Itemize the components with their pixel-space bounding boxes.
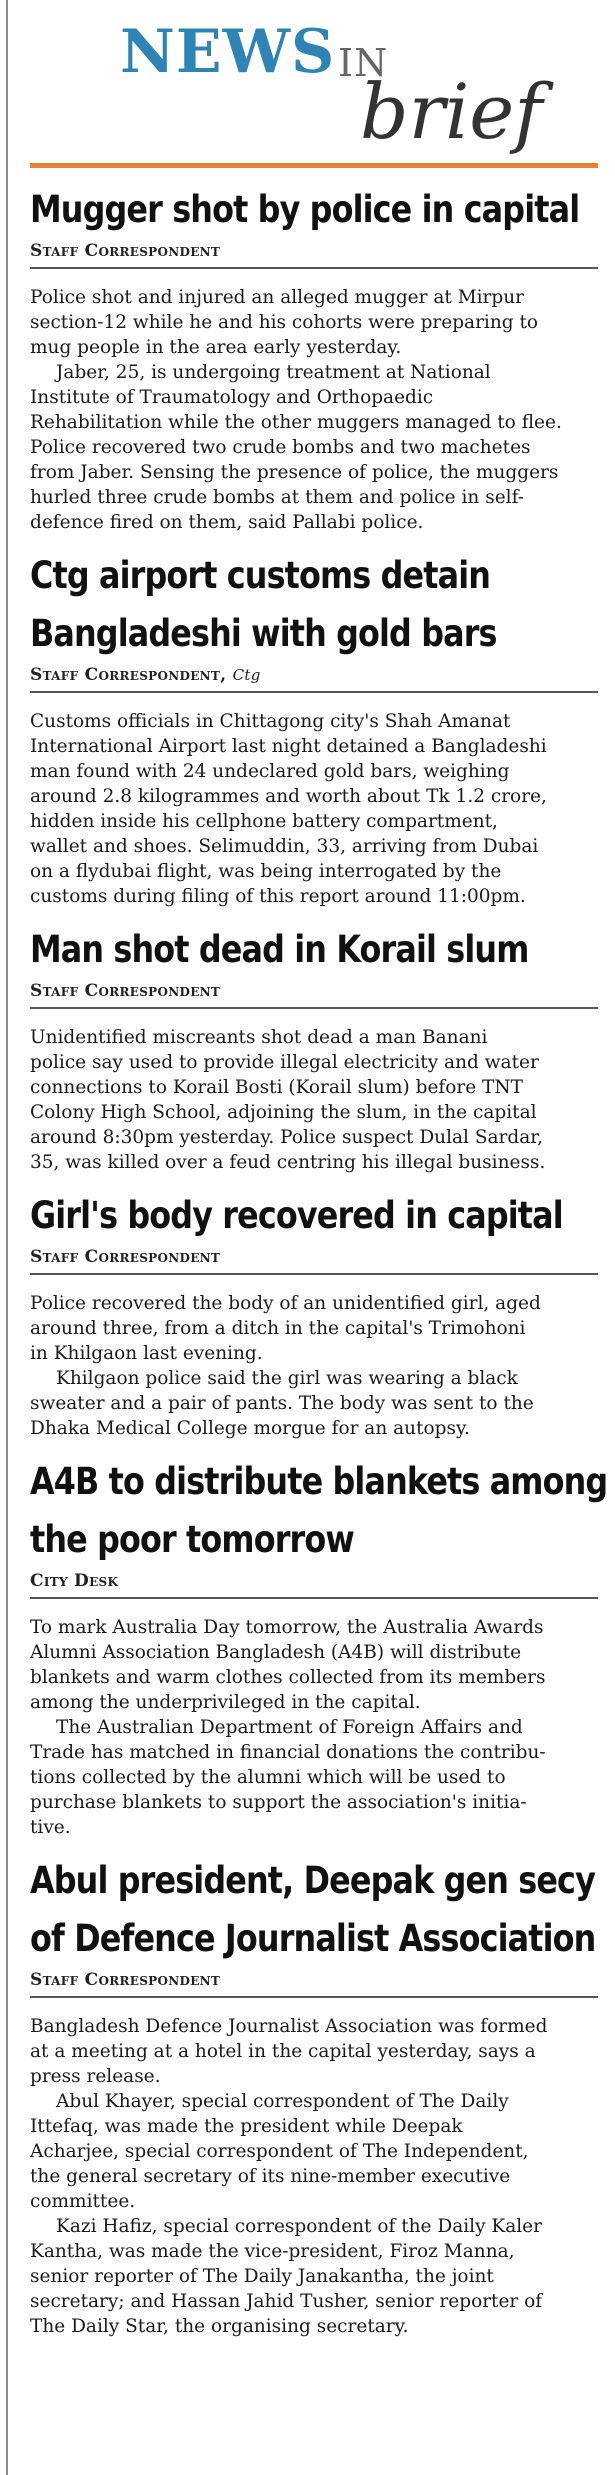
- paragraph-line: around three, from a ditch in the capital's Trimohoni: [30, 1318, 526, 1339]
- paragraph-line: police say used to provide illegal electricity and water: [30, 1052, 539, 1073]
- paragraph-line: committee.: [30, 2191, 136, 2212]
- paragraph-line: To mark Australia Day tomorrow, the Australia Awards: [30, 1617, 544, 1638]
- article-paragraph: [30, 1615, 598, 1715]
- byline-rule: [30, 1007, 598, 1009]
- article-headline: A4B to distribute blankets among: [30, 1460, 608, 1503]
- article-paragraph: [30, 1366, 598, 1441]
- paragraph-line: Police recovered two crude bombs and two machetes: [30, 437, 531, 458]
- paragraph-line: tive.: [30, 1817, 71, 1838]
- byline-rule: [30, 1597, 598, 1599]
- paragraph-line: Dhaka Medical College morgue for an autopsy.: [30, 1418, 470, 1439]
- byline-text: Staff Correspondent: [30, 981, 221, 1001]
- paragraph-line: on a flydubai flight, was being interrogated by the: [30, 861, 502, 882]
- paragraph-line: 35, was killed over a feud centring his illegal business.: [30, 1152, 546, 1173]
- article-paragraph: [30, 1291, 598, 1366]
- paragraph-line: Abul Khayer, special correspondent of The Daily: [56, 2091, 509, 2112]
- masthead-news: NEWS: [120, 17, 336, 87]
- article: [30, 1453, 608, 1840]
- article-headline: Ctg airport customs detain: [30, 554, 491, 597]
- article-byline: [30, 239, 598, 263]
- paragraph-line: Police shot and injured an alleged mugger at Mirpur: [30, 287, 524, 308]
- paragraph-line: Police recovered the body of an unidentified girl, aged: [30, 1293, 541, 1314]
- paragraph-line: purchase blankets to support the association's initia-: [30, 1792, 527, 1813]
- paragraph-line: Institute of Traumatology and Orthopaedic: [30, 387, 434, 408]
- article-byline: [30, 1968, 598, 1992]
- article: [30, 1852, 598, 2339]
- article-paragraph: [30, 2089, 598, 2214]
- paragraph-line: around 8:30pm yesterday. Police suspect Dulal Sardar,: [30, 1127, 543, 1148]
- paragraph-line: hurled three crude bombs at them and police in self-: [30, 487, 525, 508]
- paragraph-line: hidden inside his cellphone battery compartment,: [30, 811, 498, 832]
- article-paragraph: [30, 285, 598, 360]
- paragraph-line: sweater and a pair of pants. The body was sent to the: [30, 1393, 534, 1414]
- paragraph-line: Colony High School, adjoining the slum, in the capital: [30, 1102, 537, 1123]
- paragraph-line: Unidentified miscreants shot dead a man Banani: [30, 1027, 488, 1048]
- paragraph-line: Bangladesh Defence Journalist Association was formed: [30, 2016, 548, 2037]
- article-byline: [30, 979, 598, 1003]
- news-in-brief-column: [30, 0, 608, 2339]
- paragraph-line: connections to Korail Bosti (Korail slum) before TNT: [30, 1077, 523, 1098]
- paragraph-line: Kantha, was made the vice-president, Firoz Manna,: [30, 2241, 515, 2262]
- article-byline: [30, 1569, 598, 1593]
- paragraph-line: Rehabilitation while the other muggers managed to flee.: [30, 412, 562, 433]
- paragraph-line: Trade has matched in financial donations the contribu-: [30, 1742, 546, 1763]
- article-headline: the poor tomorrow: [30, 1518, 354, 1561]
- paragraph-line: Acharjee, special correspondent of The Independent,: [30, 2141, 529, 2162]
- article-byline: [30, 1245, 598, 1269]
- article-headline: Bangladeshi with gold bars: [30, 612, 497, 655]
- paragraph-line: man found with 24 undeclared gold bars, weighing: [30, 761, 510, 782]
- article-headline: Girl's body recovered in capital: [30, 1194, 563, 1237]
- article: [30, 181, 598, 535]
- article-paragraph: [30, 360, 598, 535]
- article: [30, 1187, 598, 1441]
- byline-text: Staff Correspondent: [30, 241, 221, 261]
- left-column-rule: [6, 0, 8, 2475]
- masthead-in: IN: [338, 41, 389, 85]
- paragraph-line: the general secretary of its nine-member executive: [30, 2166, 511, 2187]
- article-paragraph: [30, 1025, 598, 1175]
- byline-text: Staff Correspondent: [30, 1970, 221, 1990]
- paragraph-line: Kazi Hafiz, special correspondent of the Daily Kaler: [56, 2216, 542, 2237]
- byline-rule: [30, 267, 598, 269]
- paragraph-line: Customs officials in Chittagong city's Shah Amanat: [30, 711, 511, 732]
- byline-rule: [30, 691, 598, 693]
- article-headline: of Defence Journalist Association: [30, 1917, 596, 1960]
- paragraph-line: among the underprivileged in the capital.: [30, 1692, 421, 1713]
- paragraph-line: senior reporter of The Daily Janakantha, the joint: [30, 2266, 494, 2287]
- paragraph-line: secretary; and Hassan Jahid Tusher, senior reporter of: [30, 2291, 543, 2312]
- article-headline: Man shot dead in Korail slum: [30, 928, 529, 971]
- paragraph-line: defence fired on them, said Pallabi police.: [30, 512, 424, 533]
- paragraph-line: customs during filing of this report around 11:00pm.: [30, 886, 526, 907]
- paragraph-line: from Jaber. Sensing the presence of police, the muggers: [30, 462, 559, 483]
- paragraph-line: in Khilgaon last evening.: [30, 1343, 263, 1364]
- article: [30, 547, 598, 909]
- byline-location: Ctg: [232, 666, 261, 684]
- paragraph-line: International Airport last night detained a Bangladeshi: [30, 736, 547, 757]
- article-paragraph: [30, 709, 598, 909]
- paragraph-line: at a meeting at a hotel in the capital yesterday, says a: [30, 2041, 536, 2062]
- paragraph-line: section-12 while he and his cohorts were preparing to: [30, 312, 539, 333]
- paragraph-line: Ittefaq, was made the president while Deepak: [30, 2116, 463, 2137]
- paragraph-line: around 2.8 kilogrammes and worth about Tk 1.2 crore,: [30, 786, 547, 807]
- masthead: [30, 0, 598, 175]
- masthead-rule: [30, 163, 598, 168]
- byline-rule: [30, 1996, 598, 1998]
- article-paragraph: [30, 2214, 598, 2339]
- paragraph-line: tions collected by the alumni which will be used to: [30, 1767, 506, 1788]
- byline-text: Staff Correspondent: [30, 1247, 221, 1267]
- byline-text: City Desk: [30, 1571, 119, 1591]
- paragraph-line: press release.: [30, 2066, 161, 2087]
- paragraph-line: Alumni Association Bangladesh (A4B) will distribute: [30, 1642, 522, 1663]
- paragraph-line: blankets and warm clothes collected from its members: [30, 1667, 546, 1688]
- paragraph-line: The Daily Star, the organising secretary.: [30, 2316, 409, 2337]
- paragraph-line: mug people in the area early yesterday.: [30, 337, 402, 358]
- article-paragraph: [30, 1715, 598, 1840]
- article-paragraph: [30, 2014, 598, 2089]
- paragraph-line: Jaber, 25, is undergoing treatment at National: [56, 362, 491, 383]
- paragraph-line: The Australian Department of Foreign Affairs and: [56, 1717, 523, 1738]
- byline-text: Staff Correspondent,: [30, 665, 227, 685]
- article-byline: [30, 663, 598, 687]
- article-headline: Mugger shot by police in capital: [30, 188, 580, 231]
- article: [30, 921, 598, 1175]
- masthead-brief: brief: [360, 67, 543, 156]
- byline-rule: [30, 1273, 598, 1275]
- paragraph-line: wallet and shoes. Selimuddin, 33, arriving from Dubai: [30, 836, 539, 857]
- article-headline: Abul president, Deepak gen secy: [30, 1859, 595, 1902]
- paragraph-line: Khilgaon police said the girl was wearing a black: [56, 1368, 518, 1389]
- articles-list: [30, 181, 608, 2339]
